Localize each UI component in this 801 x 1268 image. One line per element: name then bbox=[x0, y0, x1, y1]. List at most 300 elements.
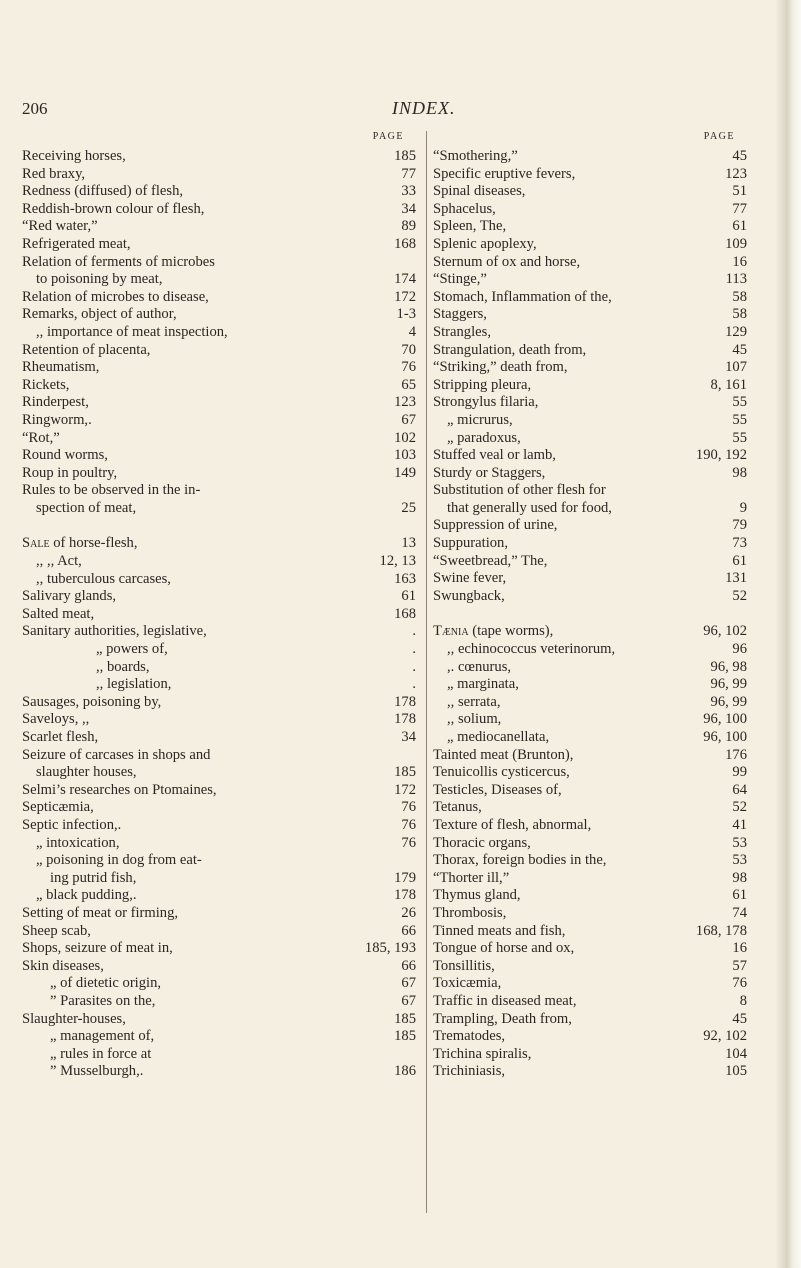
index-entry bbox=[22, 1028, 416, 1046]
index-entry bbox=[433, 852, 747, 870]
entry-text: Receiving horses, bbox=[22, 148, 126, 164]
entry-text: Saveloys, ,, bbox=[22, 711, 90, 728]
entry-page-ref: 185, 193 bbox=[362, 940, 416, 958]
entry-text: Splenic apoplexy, bbox=[433, 235, 537, 252]
index-entry bbox=[22, 201, 416, 219]
index-entry bbox=[433, 694, 747, 712]
entry-text: ,. cœnurus, bbox=[447, 658, 512, 675]
index-column-right bbox=[433, 131, 747, 1081]
index-entry bbox=[22, 975, 416, 993]
index-entry bbox=[433, 1063, 747, 1081]
index-entry bbox=[433, 782, 747, 800]
entry-text: Slaughter-houses, bbox=[22, 1010, 126, 1027]
entry-text: Strangulation, death from, bbox=[433, 341, 587, 358]
entry-text: ,, serrata, bbox=[447, 693, 501, 710]
index-entry bbox=[433, 166, 747, 184]
entry-page-ref: 76 bbox=[398, 817, 416, 835]
page-column-label: PAGE bbox=[372, 131, 404, 142]
entry-page-ref: 66 bbox=[398, 923, 416, 941]
entry-page-ref: 107 bbox=[722, 359, 747, 377]
index-entry bbox=[433, 659, 747, 677]
index-entry bbox=[22, 394, 416, 412]
index-entry bbox=[22, 148, 416, 166]
entry-text: Reddish-brown colour of flesh, bbox=[22, 200, 205, 217]
entry-text: Tainted meat (Brunton), bbox=[433, 746, 574, 763]
entry-text: Septic infection,. bbox=[22, 816, 122, 833]
entry-page-ref: 168 bbox=[391, 236, 416, 254]
entry-text: Scarlet flesh, bbox=[22, 729, 99, 745]
section-lead-word: Tænia bbox=[433, 623, 469, 640]
entry-page-ref: 77 bbox=[729, 201, 747, 219]
entry-text: Staggers, bbox=[433, 306, 487, 323]
index-entry bbox=[433, 923, 747, 941]
entry-text: Spinal diseases, bbox=[433, 183, 526, 200]
entry-page-ref: 61 bbox=[729, 887, 747, 905]
entry-text: Tongue of horse and ox, bbox=[433, 940, 575, 957]
entry-page-ref: 12, 13 bbox=[377, 553, 416, 571]
entry-page-ref: 79 bbox=[729, 517, 747, 535]
index-entry bbox=[433, 482, 747, 500]
entry-text: Sphacelus, bbox=[433, 200, 496, 217]
entry-text: Traffic in diseased meat, bbox=[433, 992, 577, 1009]
entry-page-ref: 96, 102 bbox=[700, 623, 747, 641]
entry-text: Suppuration, bbox=[433, 535, 508, 552]
entry-page-ref: 8, 161 bbox=[708, 377, 747, 395]
index-entry bbox=[22, 588, 416, 606]
running-head: INDEX. bbox=[392, 98, 456, 118]
entry-page-ref: 92, 102 bbox=[700, 1028, 747, 1046]
entry-text: Relation of microbes to disease, bbox=[22, 288, 209, 305]
index-entry bbox=[22, 940, 416, 958]
entry-text: Trematodes, bbox=[433, 1028, 506, 1045]
entry-text: spection of meat, bbox=[36, 499, 137, 516]
entry-page-ref: 52 bbox=[729, 799, 747, 817]
entry-text: Skin diseases, bbox=[22, 957, 104, 974]
index-entry bbox=[433, 570, 747, 588]
index-entry bbox=[22, 1063, 416, 1081]
entry-text: Substitution of other flesh for bbox=[433, 482, 606, 499]
index-entry bbox=[433, 148, 747, 166]
entry-text: ,, importance of meat inspection, bbox=[36, 323, 228, 340]
index-entry bbox=[433, 271, 747, 289]
entry-text: Relation of ferments of microbes bbox=[22, 253, 215, 270]
entry-page-ref: 52 bbox=[729, 588, 747, 606]
index-entry bbox=[22, 465, 416, 483]
entry-text: Shops, seizure of meat in, bbox=[22, 940, 173, 957]
index-entry bbox=[22, 835, 416, 853]
index-entry bbox=[433, 1011, 747, 1029]
entry-text: Seizure of carcases in shops and bbox=[22, 746, 211, 763]
entry-page-ref: 96, 99 bbox=[708, 694, 747, 712]
entry-page-ref: 105 bbox=[722, 1063, 747, 1081]
index-entry bbox=[433, 835, 747, 853]
index-entry bbox=[433, 377, 747, 395]
entry-text: Testicles, Diseases of, bbox=[433, 781, 562, 798]
section-lead-word: Sale bbox=[22, 535, 50, 552]
entry-page-ref: 64 bbox=[729, 782, 747, 800]
entry-page-ref: 104 bbox=[722, 1046, 747, 1064]
index-entry bbox=[22, 218, 416, 236]
entry-page-ref: 61 bbox=[398, 588, 416, 606]
entry-text: Refrigerated meat, bbox=[22, 235, 131, 252]
entry-page-ref: 172 bbox=[391, 289, 416, 307]
index-entry bbox=[22, 694, 416, 712]
index-entry bbox=[22, 659, 416, 677]
entry-page-ref: 51 bbox=[729, 183, 747, 201]
entry-page-ref: 4 bbox=[406, 324, 416, 342]
entry-page-ref: 74 bbox=[729, 905, 747, 923]
entry-text: Selmi’s researches on Ptomaines, bbox=[22, 781, 217, 798]
entry-page-ref: 96 bbox=[729, 641, 747, 659]
entry-text: „ black pudding,. bbox=[36, 887, 137, 904]
index-entry bbox=[22, 817, 416, 835]
entry-page-ref: 185 bbox=[391, 764, 416, 782]
entry-text: Suppression of urine, bbox=[433, 517, 558, 534]
entry-page-ref: 61 bbox=[729, 553, 747, 571]
entry-text: ,, ,, Act, bbox=[36, 553, 82, 570]
index-entry bbox=[433, 306, 747, 324]
entry-text: „ paradoxus, bbox=[447, 429, 521, 446]
entry-page-ref: 13 bbox=[398, 535, 416, 553]
entry-page-ref: 70 bbox=[398, 342, 416, 360]
index-entry bbox=[433, 236, 747, 254]
index-entry bbox=[433, 517, 747, 535]
index-entry bbox=[433, 799, 747, 817]
entry-page-ref: 179 bbox=[391, 870, 416, 888]
entry-page-ref: 129 bbox=[722, 324, 747, 342]
entry-page-ref: 67 bbox=[398, 975, 416, 993]
entry-text: Specific eruptive fevers, bbox=[433, 165, 576, 182]
entry-page-ref: . bbox=[409, 676, 416, 694]
entry-text: Tonsillitis, bbox=[433, 957, 495, 974]
entry-text: to poisoning by meat, bbox=[36, 271, 163, 288]
index-entry bbox=[433, 711, 747, 729]
index-entry bbox=[22, 482, 416, 500]
entry-text: Trichina spiralis, bbox=[433, 1045, 532, 1062]
entry-text: Spleen, The, bbox=[433, 218, 507, 235]
entry-text: „ poisoning in dog from eat- bbox=[36, 852, 202, 869]
entry-text: Remarks, object of author, bbox=[22, 306, 177, 323]
entry-text: ” Musselburgh,. bbox=[50, 1063, 144, 1080]
entry-page-ref: 26 bbox=[398, 905, 416, 923]
entry-page-ref: 8 bbox=[737, 993, 747, 1011]
entry-text: Rickets, bbox=[22, 376, 70, 393]
entry-text: slaughter houses, bbox=[36, 764, 137, 781]
entry-text: „ rules in force at bbox=[50, 1045, 152, 1062]
entry-page-ref: 16 bbox=[729, 254, 747, 272]
index-entry bbox=[433, 870, 747, 888]
entry-text: Salted meat, bbox=[22, 605, 95, 622]
entry-page-ref: 57 bbox=[729, 958, 747, 976]
entry-page-ref: 76 bbox=[398, 359, 416, 377]
entry-page-ref: 185 bbox=[391, 1028, 416, 1046]
entry-text: „ intoxication, bbox=[36, 834, 120, 851]
entry-page-ref: 178 bbox=[391, 694, 416, 712]
entry-page-ref: 58 bbox=[729, 306, 747, 324]
entry-text: Sturdy or Staggers, bbox=[433, 464, 546, 481]
index-entry bbox=[433, 201, 747, 219]
index-entry bbox=[433, 1046, 747, 1064]
entry-page-ref: 131 bbox=[722, 570, 747, 588]
entry-text: Septicæmia, bbox=[22, 799, 94, 816]
entry-text: Setting of meat or firming, bbox=[22, 904, 179, 921]
entry-text: Sternum of ox and horse, bbox=[433, 253, 581, 270]
index-entry bbox=[433, 887, 747, 905]
entry-text: Thymus gland, bbox=[433, 887, 521, 904]
index-entry bbox=[433, 975, 747, 993]
index-entry bbox=[433, 729, 747, 747]
entry-page-ref: 99 bbox=[729, 764, 747, 782]
entry-page-ref: 149 bbox=[391, 465, 416, 483]
entry-page-ref: 45 bbox=[729, 342, 747, 360]
index-entry bbox=[22, 412, 416, 430]
entry-page-ref: 98 bbox=[729, 465, 747, 483]
index-entry bbox=[22, 306, 416, 324]
entry-text: Salivary glands, bbox=[22, 588, 117, 605]
entry-text: Toxicæmia, bbox=[433, 975, 502, 992]
entry-page-ref: 76 bbox=[398, 799, 416, 817]
entry-page-ref: 67 bbox=[398, 412, 416, 430]
index-entry bbox=[433, 289, 747, 307]
entry-page-ref: 55 bbox=[729, 430, 747, 448]
entry-page-ref: 102 bbox=[391, 430, 416, 448]
index-entry bbox=[22, 711, 416, 729]
index-entry bbox=[22, 324, 416, 342]
index-entry bbox=[22, 799, 416, 817]
index-entry bbox=[433, 993, 747, 1011]
entry-text: Red braxy, bbox=[22, 165, 86, 182]
entry-page-ref: 185 bbox=[391, 148, 416, 166]
entry-page-ref: 113 bbox=[723, 271, 747, 289]
entry-page-ref: 34 bbox=[398, 201, 416, 219]
entry-page-ref: 76 bbox=[729, 975, 747, 993]
entry-text: ,, legislation, bbox=[96, 676, 172, 693]
entry-page-ref: 96, 100 bbox=[700, 729, 747, 747]
index-entry bbox=[22, 958, 416, 976]
index-entry bbox=[22, 641, 416, 659]
entry-text: Thoracic organs, bbox=[433, 834, 531, 851]
index-entry bbox=[22, 447, 416, 465]
index-entry bbox=[433, 394, 747, 412]
entry-page-ref: 96, 99 bbox=[708, 676, 747, 694]
entry-page-ref: 55 bbox=[729, 412, 747, 430]
index-entry bbox=[22, 923, 416, 941]
entry-page-ref: 66 bbox=[398, 958, 416, 976]
index-entry bbox=[433, 1028, 747, 1046]
entry-page-ref: 178 bbox=[391, 711, 416, 729]
index-entry bbox=[433, 747, 747, 765]
entry-text: Rinderpest, bbox=[22, 394, 89, 411]
entry-text: “Smothering,” bbox=[433, 148, 518, 164]
entry-page-ref: 9 bbox=[737, 500, 747, 518]
page-number: 206 bbox=[22, 99, 48, 118]
index-entry bbox=[433, 641, 747, 659]
index-entry bbox=[433, 676, 747, 694]
entry-page-ref: 190, 192 bbox=[693, 447, 747, 465]
index-entry bbox=[22, 870, 416, 888]
entry-text: Rules to be observed in the in- bbox=[22, 482, 201, 499]
index-entry bbox=[22, 553, 416, 571]
entry-page-ref: . bbox=[409, 641, 416, 659]
entry-text: Stuffed veal or lamb, bbox=[433, 447, 556, 464]
index-column-left bbox=[22, 131, 416, 1081]
entry-page-ref: 168, 178 bbox=[693, 923, 747, 941]
page-edge-shadow bbox=[775, 0, 801, 1268]
entry-page-ref: 109 bbox=[722, 236, 747, 254]
index-entry bbox=[433, 218, 747, 236]
entry-page-ref: 76 bbox=[398, 835, 416, 853]
entry-text: Swine fever, bbox=[433, 570, 507, 587]
entry-page-ref: 178 bbox=[391, 887, 416, 905]
index-entry bbox=[22, 535, 416, 553]
entry-page-ref: 53 bbox=[729, 835, 747, 853]
entry-text: Tetanus, bbox=[433, 799, 482, 816]
entry-text: ,, echinococcus veterinorum, bbox=[447, 641, 616, 658]
entry-text: Thorax, foreign bodies in the, bbox=[433, 852, 607, 869]
index-entry bbox=[22, 271, 416, 289]
index-entry bbox=[22, 254, 416, 272]
entry-text: Texture of flesh, abnormal, bbox=[433, 816, 592, 833]
entry-page-ref: 176 bbox=[722, 747, 747, 765]
entry-page-ref: 103 bbox=[391, 447, 416, 465]
entry-page-ref: 96, 100 bbox=[700, 711, 747, 729]
entry-text: “Red water,” bbox=[22, 218, 98, 235]
entry-text: „ of dietetic origin, bbox=[50, 975, 162, 992]
index-entry bbox=[22, 571, 416, 589]
entry-text: ” Parasites on the, bbox=[50, 992, 156, 1009]
entry-text: “Rot,” bbox=[22, 429, 60, 446]
index-entry bbox=[433, 254, 747, 272]
entry-page-ref: 98 bbox=[729, 870, 747, 888]
entry-text: Stripping pleura, bbox=[433, 376, 532, 393]
index-entry bbox=[22, 729, 416, 747]
entry-page-ref: 168 bbox=[391, 606, 416, 624]
index-entry bbox=[22, 500, 416, 518]
entry-text: “Sweetbread,” The, bbox=[433, 552, 548, 569]
index-entry bbox=[433, 535, 747, 553]
entry-text: that generally used for food, bbox=[447, 499, 612, 516]
entry-text: „ marginata, bbox=[447, 676, 519, 693]
index-entry bbox=[433, 905, 747, 923]
index-entry bbox=[22, 606, 416, 624]
index-entry bbox=[433, 940, 747, 958]
entry-text: Roup in poultry, bbox=[22, 464, 118, 481]
index-entry bbox=[433, 500, 747, 518]
entry-page-ref: 96, 98 bbox=[708, 659, 747, 677]
index-entry bbox=[22, 782, 416, 800]
entry-text: Trampling, Death from, bbox=[433, 1010, 572, 1027]
entry-page-ref: 16 bbox=[729, 940, 747, 958]
entry-text: ,, tuberculous carcases, bbox=[36, 570, 171, 587]
entry-page-ref: 33 bbox=[398, 183, 416, 201]
entry-text: Thrombosis, bbox=[433, 904, 507, 921]
page-column-label: PAGE bbox=[703, 131, 735, 142]
entry-page-ref: . bbox=[409, 659, 416, 677]
entry-text: Tinned meats and fish, bbox=[433, 922, 566, 939]
entry-text: “Striking,” death from, bbox=[433, 359, 568, 376]
index-entry bbox=[22, 676, 416, 694]
entry-page-ref: 45 bbox=[729, 1011, 747, 1029]
index-entry bbox=[433, 817, 747, 835]
entry-text: ing putrid fish, bbox=[50, 869, 137, 886]
entry-text: “Thorter ill,” bbox=[433, 869, 510, 886]
entry-page-ref: 45 bbox=[729, 148, 747, 166]
index-entry bbox=[22, 377, 416, 395]
index-entry bbox=[22, 342, 416, 360]
index-entry bbox=[433, 553, 747, 571]
entry-page-ref: 58 bbox=[729, 289, 747, 307]
entry-text: „ micrurus, bbox=[447, 411, 513, 428]
index-entry bbox=[433, 764, 747, 782]
entry-text: (tape worms), bbox=[468, 623, 554, 640]
index-entry bbox=[22, 1011, 416, 1029]
index-entry bbox=[433, 958, 747, 976]
index-entry bbox=[433, 447, 747, 465]
entry-page-ref: 123 bbox=[722, 166, 747, 184]
entry-text: ,, boards, bbox=[96, 658, 150, 675]
entry-page-ref: 77 bbox=[398, 166, 416, 184]
entry-text: Rheumatism, bbox=[22, 359, 100, 376]
index-entry bbox=[22, 1046, 416, 1064]
entry-text: Strongylus filaria, bbox=[433, 394, 539, 411]
index-entry bbox=[22, 887, 416, 905]
index-entry bbox=[22, 430, 416, 448]
entry-page-ref: 34 bbox=[398, 729, 416, 747]
entry-page-ref: 61 bbox=[729, 218, 747, 236]
index-entry bbox=[22, 993, 416, 1011]
entry-page-ref: 67 bbox=[398, 993, 416, 1011]
index-entry bbox=[22, 905, 416, 923]
entry-page-ref: 89 bbox=[398, 218, 416, 236]
entry-text: Sausages, poisoning by, bbox=[22, 693, 162, 710]
entry-text: “Stinge,” bbox=[433, 271, 487, 288]
section-gap bbox=[433, 605, 747, 623]
index-entry bbox=[433, 183, 747, 201]
index-entry bbox=[433, 359, 747, 377]
index-entry bbox=[433, 430, 747, 448]
entry-page-ref: 163 bbox=[391, 571, 416, 589]
column-divider bbox=[426, 131, 427, 1213]
entry-page-ref: 123 bbox=[391, 394, 416, 412]
entry-text: „ management of, bbox=[50, 1028, 155, 1045]
entry-page-ref: 53 bbox=[729, 852, 747, 870]
entry-text: Sheep scab, bbox=[22, 922, 91, 939]
entry-text: Round worms, bbox=[22, 447, 108, 464]
entry-page-ref: 174 bbox=[391, 271, 416, 289]
index-entry bbox=[433, 465, 747, 483]
index-entry bbox=[22, 289, 416, 307]
index-entry bbox=[22, 166, 416, 184]
index-entry bbox=[22, 183, 416, 201]
entry-page-ref: 186 bbox=[391, 1063, 416, 1081]
index-entry bbox=[433, 412, 747, 430]
entry-page-ref: 65 bbox=[398, 377, 416, 395]
entry-page-ref: . bbox=[409, 623, 416, 641]
entry-text: Tenuicollis cysticercus, bbox=[433, 764, 570, 781]
index-entry bbox=[22, 852, 416, 870]
index-entry bbox=[433, 342, 747, 360]
section-gap bbox=[22, 517, 416, 535]
entry-text: Redness (diffused) of flesh, bbox=[22, 183, 184, 200]
entry-text: Stomach, Inflammation of the, bbox=[433, 288, 612, 305]
index-entry bbox=[22, 764, 416, 782]
index-entry bbox=[433, 588, 747, 606]
entry-text: Strangles, bbox=[433, 323, 491, 340]
entry-page-ref: 41 bbox=[729, 817, 747, 835]
index-entry bbox=[433, 324, 747, 342]
entry-text: „ powers of, bbox=[96, 641, 168, 658]
entry-text: Ringworm,. bbox=[22, 411, 92, 428]
